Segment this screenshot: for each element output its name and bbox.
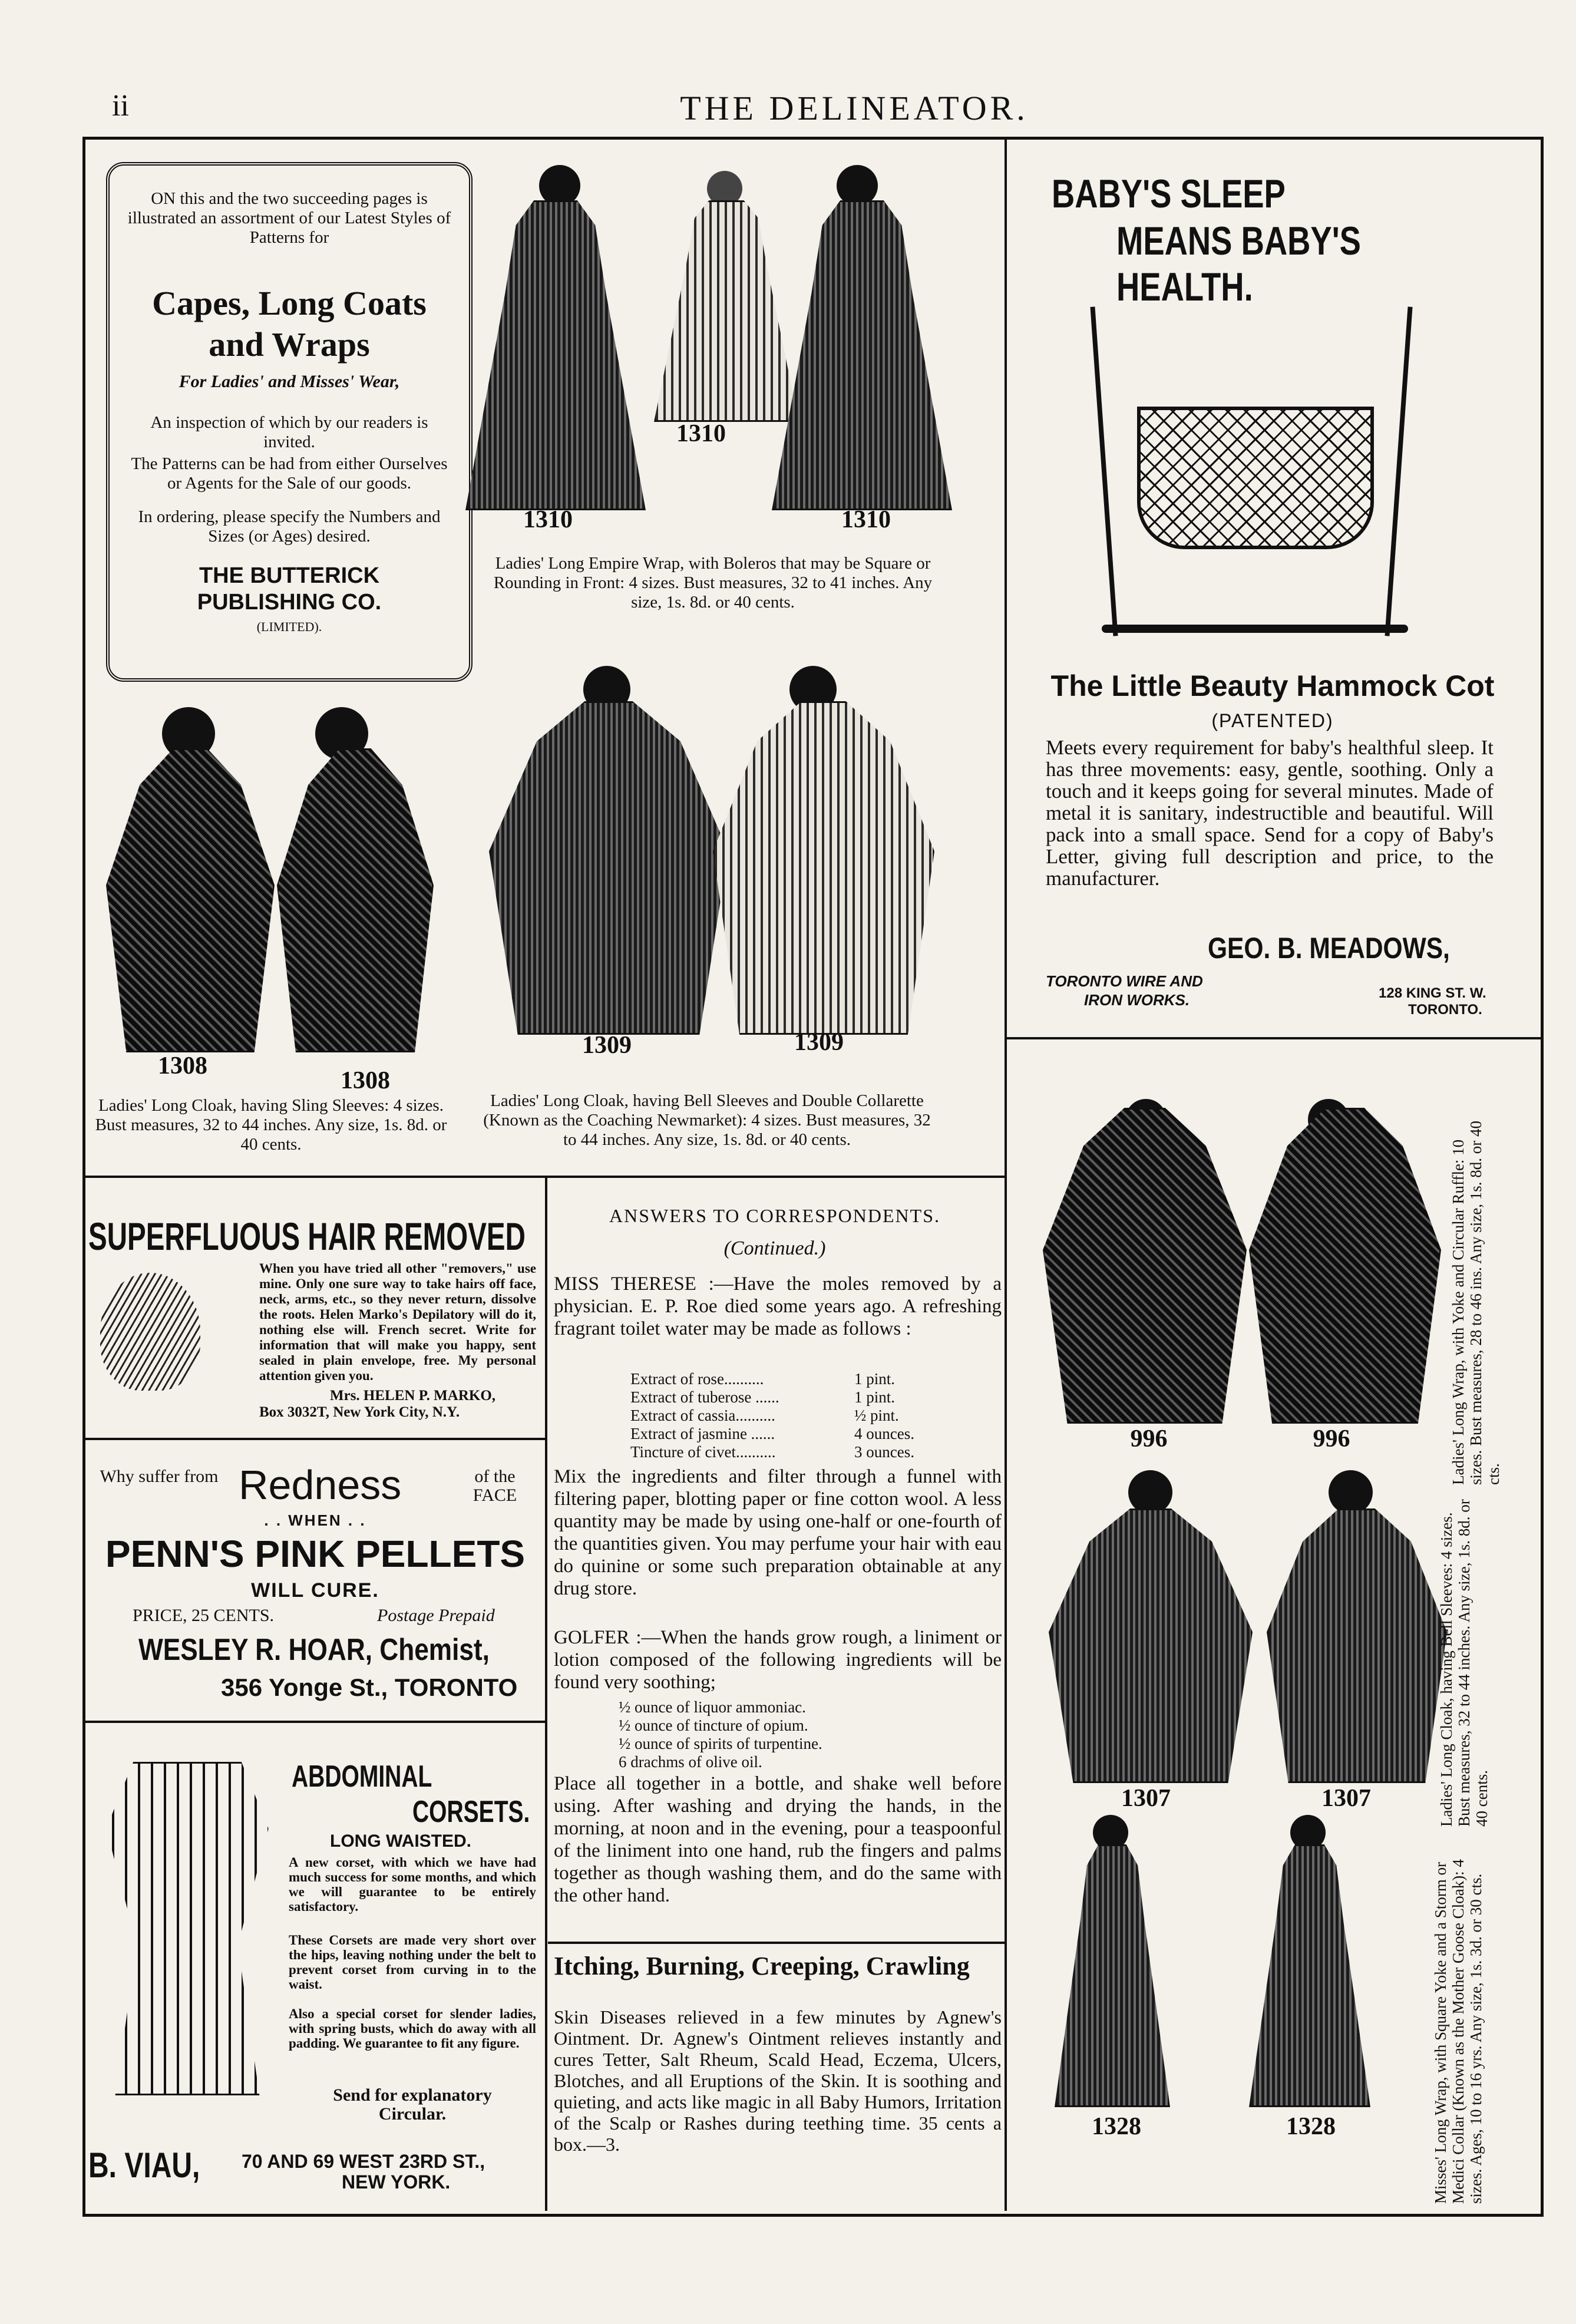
butterick-box <box>106 162 473 682</box>
penns-why: Why suffer from <box>100 1467 219 1486</box>
butterick-ordering: In ordering, please specify the Numbers and Sizes (or Ages) desired. <box>138 507 441 546</box>
figure-number: 1307 <box>1121 1785 1171 1812</box>
penns-postage: Postage Prepaid <box>377 1606 495 1625</box>
corsets-send: Send for explanatory Circular. <box>333 2085 492 2124</box>
butterick-subheading: For Ladies' and Misses' Wear, <box>179 372 400 391</box>
figure-number: 996 <box>1130 1425 1168 1453</box>
hair-signature: Mrs. HELEN P. MARKO, <box>330 1388 496 1404</box>
cot-address-2: TORONTO. <box>1408 1002 1482 1018</box>
pattern-caption <box>1432 1838 1485 2204</box>
page-title: THE DELINEATOR. <box>680 89 1029 127</box>
cot-post <box>1385 306 1412 636</box>
butterick-heading-2: and Wraps <box>209 325 370 364</box>
corsets-long-waisted: LONG WAISTED. <box>330 1831 471 1851</box>
pattern-996-caption: Ladies' Long Wrap, with Yoke and Circular Ruffle: 10 sizes. Bust measures, 28 to 46 ins. Any size, 1s. 8d. or 40 cts. <box>1449 1121 1502 1485</box>
penns-chemist: WESLEY R. HOAR, Chemist, <box>138 1633 490 1667</box>
liniment-recipe <box>619 1698 925 1771</box>
penns-of-the-face: of the FACE <box>473 1467 517 1505</box>
column-rule <box>1005 1037 1007 2211</box>
corsets-address-2: NEW YORK. <box>342 2171 451 2193</box>
recipe-line: ½ ounce of spirits of turpentine. <box>619 1735 822 1752</box>
babys-sleep-headline-2: MEANS BABY'S HEALTH. <box>1116 219 1361 309</box>
babys-sleep-headline-1: BABY'S SLEEP <box>1052 171 1286 216</box>
butterick-company-2: PUBLISHING CO. <box>197 590 382 615</box>
penns-address: 356 Yonge St., TORONTO <box>221 1673 518 1701</box>
pattern-1328-caption: Misses' Long Wrap, with Square Yoke and a Storm or Medici Collar (Known as the Mother Goose Cloak): 4 sizes. Ages, 10 to 16 yrs. Any size, 1s. 3d. or 30 cts. <box>1432 1859 1485 2204</box>
corsets-headline-1: ABDOMINAL <box>292 1759 432 1794</box>
answers-title: ANSWERS TO CORRESPONDENTS. <box>609 1205 940 1226</box>
hair-address: Box 3032T, New York City, N.Y. <box>259 1404 460 1420</box>
answer-mix: Mix the ingredients and filter through a funnel with filtering paper, blotting paper or fine cotton wool. A less quantity may be made by using one-half or one-fourth of the quantities given. You may perfume your hair with eau do quinine or some such preparation obtainable at any drug store. <box>554 1466 1002 1599</box>
figure-head <box>539 165 580 206</box>
recipe-line: ½ ounce of liquor ammoniac. <box>619 1698 806 1716</box>
cot-address-1: 128 KING ST. W. <box>1379 985 1486 1001</box>
recipe-row <box>630 1425 937 1443</box>
pattern-1307-caption: Ladies' Long Cloak, having Bell Sleeves: 4 sizes. Bust measures, 32 to 44 inches. Any size, 1s. 8d. or 40 cents. <box>1438 1499 1491 1827</box>
section-rule <box>1005 1037 1541 1039</box>
agnew-headline: Itching, Burning, Creeping, Crawling <box>554 1952 970 1980</box>
hair-headline: SUPERFLUOUS HAIR REMOVED <box>88 1214 526 1258</box>
pattern-caption: Ladies' Long Cloak, having Sling Sleeves: 4 sizes. Bust measures, 32 to 44 inches. Any size, 1s. 8d. or 40 cents. <box>95 1096 447 1154</box>
figure-head <box>837 165 878 206</box>
butterick-intro: ON this and the two succeeding pages is illustrated an assortment of our Latest Styles of Patterns for <box>127 189 451 247</box>
answers-continued: (Continued.) <box>723 1237 826 1259</box>
recipe-line: 6 drachms of olive oil. <box>619 1753 762 1771</box>
butterick-patterns: The Patterns can be had from either Ourselves or Agents for the Sale of our goods. <box>131 454 448 493</box>
pattern-caption: Ladies' Long Empire Wrap, with Boleros that may be Square or Rounding in Front: 4 sizes. Bust measures, 32 to 41 inches. Any size, 1s. 8d. or 40 cents. <box>493 554 933 612</box>
section-rule <box>82 1721 545 1723</box>
pattern-caption <box>1449 1108 1502 1485</box>
recipe-qty: 1 pint. <box>854 1370 896 1388</box>
recipe-qty: 1 pint. <box>854 1388 896 1406</box>
penns-product: PENN'S PINK PELLETS <box>105 1533 526 1575</box>
recipe-line: ½ ounce of tincture of opium. <box>619 1716 808 1734</box>
cot-post <box>1090 306 1118 636</box>
figure-number: 1308 <box>341 1067 390 1094</box>
corsets-address-1: 70 AND 69 WEST 23RD ST., <box>242 2151 485 2172</box>
butterick-limited: (LIMITED). <box>256 619 322 634</box>
figure-number: 1309 <box>794 1029 844 1056</box>
agnew-body: Skin Diseases relieved in a few minutes by Agnew's Ointment. Dr. Agnew's Ointment relieves instantly and cures Tetter, Salt Rheum, Scald Head, Eczema, Ulcers, Blotches, and all Eruptions of the Skin. It is soothing and quieting, and acts like magic in all Baby Humors, Irritation of the Scalp or Rashes during teething time. 35 cents a box.—3. <box>554 2006 1002 2155</box>
cot-description: Meets every requirement for baby's healthful sleep. It has three movements: easy, gentle, soothing. Only a touch and it keeps going for several minutes. Made of metal it is sanitary, indestructible and beautiful. Will pack into a small space. Send for a copy of Baby's Letter, giving full description and price, to the manufacturer. <box>1046 736 1494 890</box>
answer-golfer: GOLFER :—When the hands grow rough, a liniment or lotion composed of the following ingredients will be found very soothing; <box>554 1627 1002 1693</box>
cot-maker: GEO. B. MEADOWS, <box>1208 932 1450 965</box>
recipe-row <box>630 1388 937 1407</box>
figure-number: 1309 <box>582 1032 632 1059</box>
figure-number: 1328 <box>1286 2113 1336 2140</box>
butterick-inspection: An inspection of which by our readers is invited. <box>150 413 428 451</box>
recipe-item: Extract of cassia.......... <box>630 1407 775 1424</box>
section-rule <box>548 1942 1005 1944</box>
penns-redness: Redness <box>239 1462 402 1508</box>
figure-number: 1310 <box>841 506 891 533</box>
corsets-headline-2: CORSETS. <box>412 1795 530 1829</box>
cot-basket <box>1137 407 1374 549</box>
recipe-qty: 4 ounces. <box>854 1425 914 1442</box>
pattern-caption <box>1438 1497 1491 1827</box>
toilet-water-recipe <box>630 1370 937 1461</box>
butterick-heading-1: Capes, Long Coats <box>152 284 427 322</box>
hammock-cot-illustration <box>1078 295 1432 660</box>
recipe-row <box>630 1407 937 1425</box>
penns-when: . . WHEN . . <box>264 1511 366 1529</box>
recipe-item: Tincture of civet.......... <box>630 1443 776 1461</box>
cot-product-name: The Little Beauty Hammock Cot <box>1050 669 1495 702</box>
section-rule <box>82 1438 545 1440</box>
recipe-qty: ½ pint. <box>854 1407 899 1424</box>
figure-number: 1307 <box>1321 1785 1371 1812</box>
hair-body: When you have tried all other "removers," use mine. Only one sure way to take hairs off face, neck, arms, etc., so they never return, dissolve the roots. Helen Marko's Depilatory will do it, nothing else will. French secret. Write for information that will make you happy, sent sealed in plain envelope, free. My personal attention given you. <box>259 1261 536 1383</box>
recipe-item: Extract of tuberose ...... <box>630 1388 779 1406</box>
recipe-qty: 3 ounces. <box>854 1443 914 1461</box>
answer-therese: MISS THERESE :—Have the moles removed by a physician. E. P. Roe died some years ago. A refreshing fragrant toilet water may be made as follows : <box>554 1273 1002 1339</box>
answer-place: Place all together in a bottle, and shake well before using. After washing and drying the hands, in the morning, at noon and in the evening, pour a teaspoonful of the liniment into one hand, rub the fingers and palms together as though washing them, and do the same with the other hand. <box>554 1773 1002 1906</box>
cot-patented: (PATENTED) <box>1211 710 1334 731</box>
penns-price: PRICE, 25 CENTS. <box>133 1606 275 1625</box>
figure-number: 1308 <box>158 1052 207 1080</box>
penns-will-cure: WILL CURE. <box>251 1579 379 1602</box>
corsets-body-3: Also a special corset for slender ladies, with spring busts, which do away with all padding. We guarantee to fit any figure. <box>289 2006 536 2051</box>
corsets-body-2: These Corsets are made very short over the hips, leaving nothing under the belt to prevent corset from curving in to the waist. <box>289 1933 536 1992</box>
portrait-illustration <box>100 1273 200 1391</box>
figure-number: 1328 <box>1092 2113 1141 2140</box>
corsets-body-1: A new corset, with which we have had much success for some months, and which we will guarantee to be entirely satisfactory. <box>289 1855 536 1914</box>
figure-number: 1310 <box>676 420 726 447</box>
page-number: ii <box>112 89 129 123</box>
figure-number: 996 <box>1313 1425 1350 1453</box>
pattern-caption: Ladies' Long Cloak, having Bell Sleeves and Double Collarette (Known as the Coaching Newmarket): 4 sizes. Bust measures, 32 to 44 inches. Any size, 1s. 8d. or 40 cents. <box>483 1091 931 1149</box>
section-rule <box>82 1176 1005 1178</box>
corsets-maker: B. VIAU, <box>88 2145 200 2185</box>
figure-head <box>1128 1470 1172 1514</box>
recipe-item: Extract of jasmine ...... <box>630 1425 775 1442</box>
recipe-item: Extract of rose.......... <box>630 1370 764 1388</box>
cot-works-2: IRON WORKS. <box>1084 991 1190 1009</box>
column-rule <box>545 1176 547 2211</box>
column-rule <box>1005 137 1007 1038</box>
recipe-row <box>630 1443 937 1461</box>
figure-number: 1310 <box>523 506 573 533</box>
butterick-company-1: THE BUTTERICK <box>199 563 380 588</box>
cot-base <box>1102 625 1408 633</box>
figure-head <box>1329 1470 1373 1514</box>
cot-works-1: TORONTO WIRE AND <box>1046 972 1203 990</box>
recipe-row <box>630 1370 937 1388</box>
